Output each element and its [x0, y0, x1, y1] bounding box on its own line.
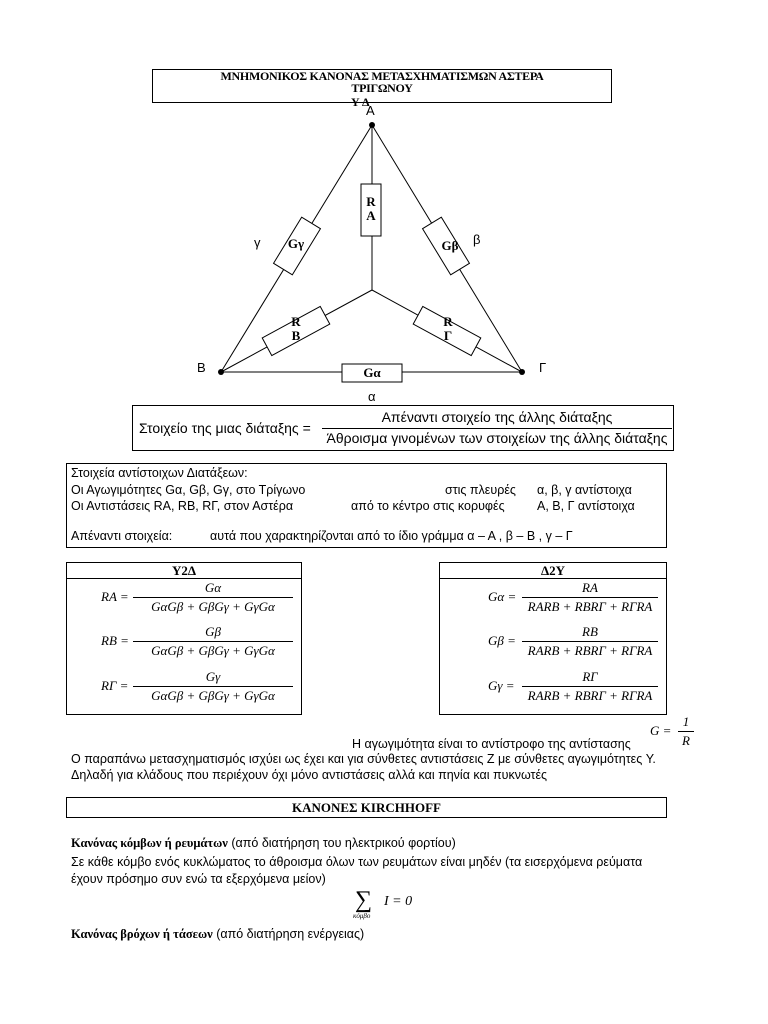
title-line2: ΤΡΙΓΩΝΟΥ	[351, 81, 413, 95]
conductance-lhs: G =	[650, 723, 672, 738]
d2y-f3-num: RΓ	[582, 669, 598, 684]
label-RB: R B	[291, 314, 301, 343]
label-RA: R A	[366, 194, 376, 223]
d2y-f3-lhs: Gγ =	[488, 678, 515, 693]
node-rule-bold: Κανόνας κόμβων ή ρευμάτων	[71, 836, 228, 850]
info-line3a: Οι Αντιστάσεις RΑ, RΒ, RΓ, στον Αστέρα	[71, 499, 294, 513]
y2d-f3-lhs: RΓ =	[101, 678, 129, 693]
info-line3b: από το κέντρο στις κορυφές	[351, 499, 505, 513]
d2y-formula-Ga	[488, 580, 668, 620]
y2d-f1-den: GαGβ + GβGγ + GγGα	[151, 599, 275, 614]
y2d-f3-num: Gγ	[205, 669, 221, 684]
conductance-num: 1	[682, 714, 690, 729]
d2y-f3-bar	[522, 686, 658, 687]
d2y-formula-Gg	[488, 669, 668, 709]
info-line3c: Α, Β, Γ αντίστοιχα	[537, 499, 635, 513]
rule-numerator: Απέναντι στοιχείο της άλλης διάταξης	[381, 409, 613, 425]
conductance-bar	[678, 731, 694, 732]
info-line2a: Οι Αγωγιμότητες Gα, Gβ, Gγ, στο Τρίγωνο	[71, 483, 306, 497]
side-beta-label: β	[473, 232, 481, 247]
conductance-formula	[650, 714, 700, 754]
d2y-f1-den: RΑRΒ + RΒRΓ + RΓRΑ	[527, 599, 653, 614]
info-line4a: Απέναντι στοιχεία:	[71, 529, 173, 543]
d2y-f2-den: RΑRΒ + RΒRΓ + RΓRΑ	[527, 643, 653, 658]
node-rule-title	[71, 836, 456, 851]
y2d-f1-num: Gα	[204, 580, 222, 595]
star-delta-diagram	[0, 0, 768, 400]
rule-left: Στοιχείο της μιας διάταξης =	[139, 420, 311, 436]
d2y-f1-bar	[522, 597, 658, 598]
d2y-f2-bar	[522, 641, 658, 642]
y2d-formula-RB	[101, 624, 301, 664]
y2d-header: Y2Δ	[67, 563, 301, 579]
y2d-f2-den: GαGβ + GβGγ + GγGα	[151, 643, 275, 658]
vertex-G-label: Γ	[539, 360, 547, 375]
y2d-f2-bar	[133, 641, 293, 642]
loop-rule-rest: (από διατήρηση ενέργειας)	[212, 927, 365, 941]
loop-rule-bold: Κανόνας βρόχων ή τάσεων	[71, 927, 213, 941]
node-G	[519, 369, 525, 375]
vertex-A-label: Α	[366, 103, 375, 118]
d2y-f3-den: RΑRΒ + RΒRΓ + RΓRΑ	[527, 688, 653, 703]
d2y-f2-lhs: Gβ =	[488, 633, 516, 648]
title-line3: Υ Δ	[351, 95, 370, 109]
node-rule-text1: Σε κάθε κόμβο ενός κυκλώματος το άθροισμα όλων των ρευμάτων είναι μηδέν (τα εισερχόμενα ρεύματα	[71, 855, 643, 869]
node-B	[218, 369, 224, 375]
loop-rule-title	[71, 927, 364, 942]
node-rule-text2: έχουν πρόσημο συν ενώ τα εξερχόμενα μείον)	[71, 872, 326, 886]
label-RG: R Γ	[443, 314, 453, 343]
info-line4b: αυτά που χαρακτηρίζονται από το ίδιο γράμμα α – Α , β – Β , γ – Γ	[210, 529, 573, 543]
label-Gg: Gγ	[287, 236, 305, 251]
node-A	[369, 122, 375, 128]
vertex-B-label: Β	[197, 360, 206, 375]
y2d-f1-lhs: RΑ =	[101, 589, 129, 604]
y2d-f1-bar	[133, 597, 293, 598]
node-rule-rest: (από διατήρηση του ηλεκτρικού φορτίου)	[227, 836, 456, 850]
side-alpha-label: α	[368, 389, 376, 404]
y2d-formula-RA	[101, 580, 301, 620]
y2d-formula-RG	[101, 669, 301, 709]
y2d-f3-den: GαGβ + GβGγ + GγGα	[151, 688, 275, 703]
note-line1: Ο παραπάνω μετασχηματισμός ισχύει ως έχει και για σύνθετες αντιστάσεις Z με σύνθετες αγωγιμότητες Y.	[71, 752, 656, 766]
sum-subscript: κόμβο	[353, 912, 371, 920]
d2y-f1-lhs: Gα =	[488, 589, 517, 604]
d2y-f2-num: RΒ	[582, 624, 598, 639]
rule-fraction-bar	[322, 428, 672, 429]
mnemonic-rule-box	[132, 405, 674, 451]
label-Ga: Gα	[363, 365, 381, 380]
y2d-f2-num: Gβ	[205, 624, 221, 639]
info-line1: Στοιχεία αντίστοιχων Διατάξεων:	[71, 466, 248, 480]
conductance-text: Η αγωγιμότητα είναι το αντίστροφο της αντίστασης	[352, 737, 631, 751]
y2d-f2-lhs: RΒ =	[101, 633, 129, 648]
d2y-box	[439, 562, 667, 715]
sum-symbol: ∑	[355, 887, 373, 913]
sum-equation: I = 0	[384, 894, 413, 909]
corresponding-elements-box	[66, 463, 667, 548]
label-Gb: Gβ	[441, 238, 459, 253]
rule-denominator: Άθροισμα γινομένων των στοιχείων της άλλης διάταξης	[326, 430, 668, 446]
title-line1: ΜΝΗΜΟΝΙΚΟΣ ΚΑΝΟΝΑΣ ΜΕΤΑΣΧΗΜΑΤΙΣΜΩΝ ΑΣΤΕΡΑ	[220, 69, 544, 83]
y2d-box	[66, 562, 302, 715]
conductance-den: R	[682, 733, 690, 748]
kirchhoff-header: ΚΑΝΟΝΕΣ KIRCHHOFF	[66, 797, 667, 818]
d2y-f1-num: RΑ	[582, 580, 598, 595]
info-line2c: α, β, γ αντίστοιχα	[537, 483, 632, 497]
d2y-header: Δ2Y	[440, 563, 666, 579]
note-line2: Δηλαδή για κλάδους που περιέχουν όχι μόνο αντιστάσεις αλλά και πηνία και πυκνωτές	[71, 768, 548, 782]
d2y-formula-Gb	[488, 624, 668, 664]
side-gamma-label: γ	[254, 235, 261, 250]
y2d-f3-bar	[133, 686, 293, 687]
info-line2b: στις πλευρές	[445, 483, 516, 497]
